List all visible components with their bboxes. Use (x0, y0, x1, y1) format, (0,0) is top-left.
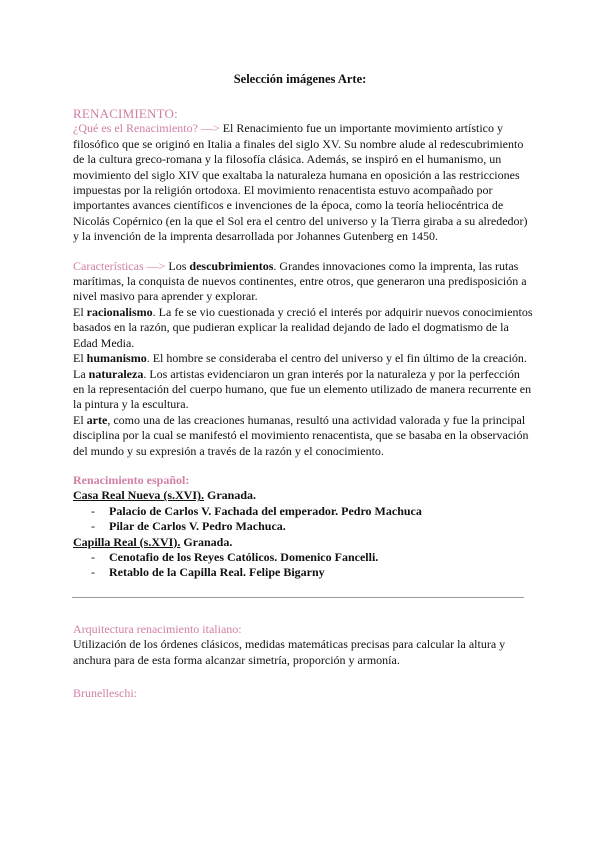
site-capilla-real (73, 535, 533, 550)
site-city: Granada. (180, 534, 233, 549)
list-item: - Retablo de la Capilla Real. Felipe Bigarny (73, 565, 533, 580)
item-term: descubrimientos (189, 258, 274, 273)
site-city: Granada. (204, 488, 257, 503)
caracteristicas-label: Características —> (73, 258, 166, 273)
site-casa-real (73, 488, 533, 503)
item-pre: El (73, 304, 87, 319)
item-post: . Grandes innovaciones como la imprenta, las rutas marítimas, la conquista de nuevos continentes, entre otros, que generaron una predisposición a nivel masivo para aprender y explorar. (73, 258, 527, 304)
caracteristica-arte (73, 413, 533, 459)
intro-text: El Renacimiento fue un importante movimiento artístico y filosófico que se originó en Italia a finales del siglo XV. Su nombre alude al redescubrimiento de la cultura greco-romana y la filosofía clásica. Además, se inspiró en el humanismo, un movimiento del siglo XIV que exaltaba la naturaleza humana en oposición a las restricciones impuestas por la religión ortodoxa. El movimiento renacentista estuvo acompañado por importantes avances científicos e invenciones de la época, como la teoría heliocéntrica de Nicolás Copérnico (en la que el Sol era el centro del universo y la Tierra giraba a su alrededor) y la invención de la imprenta desarrollada por Johannes Gutenberg en 1450. (73, 121, 528, 244)
works-list-casa-real (73, 504, 533, 535)
arquitectura-text: Utilización de los órdenes clásicos, medidas matemáticas precisas para calcular la altura y anchura para de esta forma alcanzar simetría, proporción y armonía. (73, 637, 506, 667)
item-post: . El hombre se consideraba el centro del universo y el fin último de la creación. (146, 351, 527, 366)
caracteristica-naturaleza (73, 367, 533, 413)
item-pre: El (73, 351, 87, 366)
list-item: - Palacio de Carlos V. Fachada del emperador. Pedro Machuca (73, 504, 533, 519)
section-heading-arquitectura: Arquitectura renacimiento italiano: (73, 621, 242, 636)
works-list-capilla-real (73, 550, 533, 581)
item-pre: Los (165, 258, 190, 273)
item-term: arte (86, 412, 108, 427)
item-post: . Los artistas evidenciaron un gran interés por la naturaleza y por la perfección en la representación del cuerpo humano, que fue un elemento utilizado de manera recurrente en la pintura y la escultura. (73, 366, 532, 412)
item-pre: La (73, 366, 89, 381)
item-term: naturaleza (88, 366, 144, 381)
item-term: humanismo (86, 351, 147, 366)
section-heading-renacimiento: RENACIMIENTO: (73, 106, 178, 121)
renacimiento-intro (73, 121, 533, 244)
site-name: Capilla Real (s.XVI). (73, 534, 181, 549)
item-post: , como una de las creaciones humanas, resultó una actividad valorada y fue la principal disciplina por la cual se manifestó el movimiento renacentista, que se basaba en la observación del mundo y su expresión a través de la razón y el conocimiento. (73, 412, 529, 458)
item-term: racionalismo (86, 304, 153, 319)
site-name: Casa Real Nueva (s.XVI). (73, 488, 204, 503)
caracteristica-humanismo (73, 351, 533, 366)
item-pre: El (73, 412, 87, 427)
document-title: Selección imágenes Arte: (233, 72, 367, 86)
list-item: - Pilar de Carlos V. Pedro Machuca. (73, 519, 533, 534)
section-heading-renacimiento-espanol: Renacimiento español: (73, 472, 190, 487)
caracteristica-descubrimientos (73, 259, 533, 305)
section-heading-brunelleschi: Brunelleschi: (73, 686, 137, 700)
question-label: ¿Qué es el Renacimiento? —> (73, 121, 220, 136)
caracteristica-racionalismo (73, 305, 533, 351)
item-post: . La fe se vio cuestionada y creció el interés por adquirir nuevos conocimientos basados en la razón, que pudieran explicar la realidad dejando de lado el dogmatismo de la Edad Media. (73, 304, 533, 350)
list-item: - Cenotafio de los Reyes Católicos. Domenico Fancelli. (73, 550, 533, 565)
document-content (73, 106, 533, 701)
